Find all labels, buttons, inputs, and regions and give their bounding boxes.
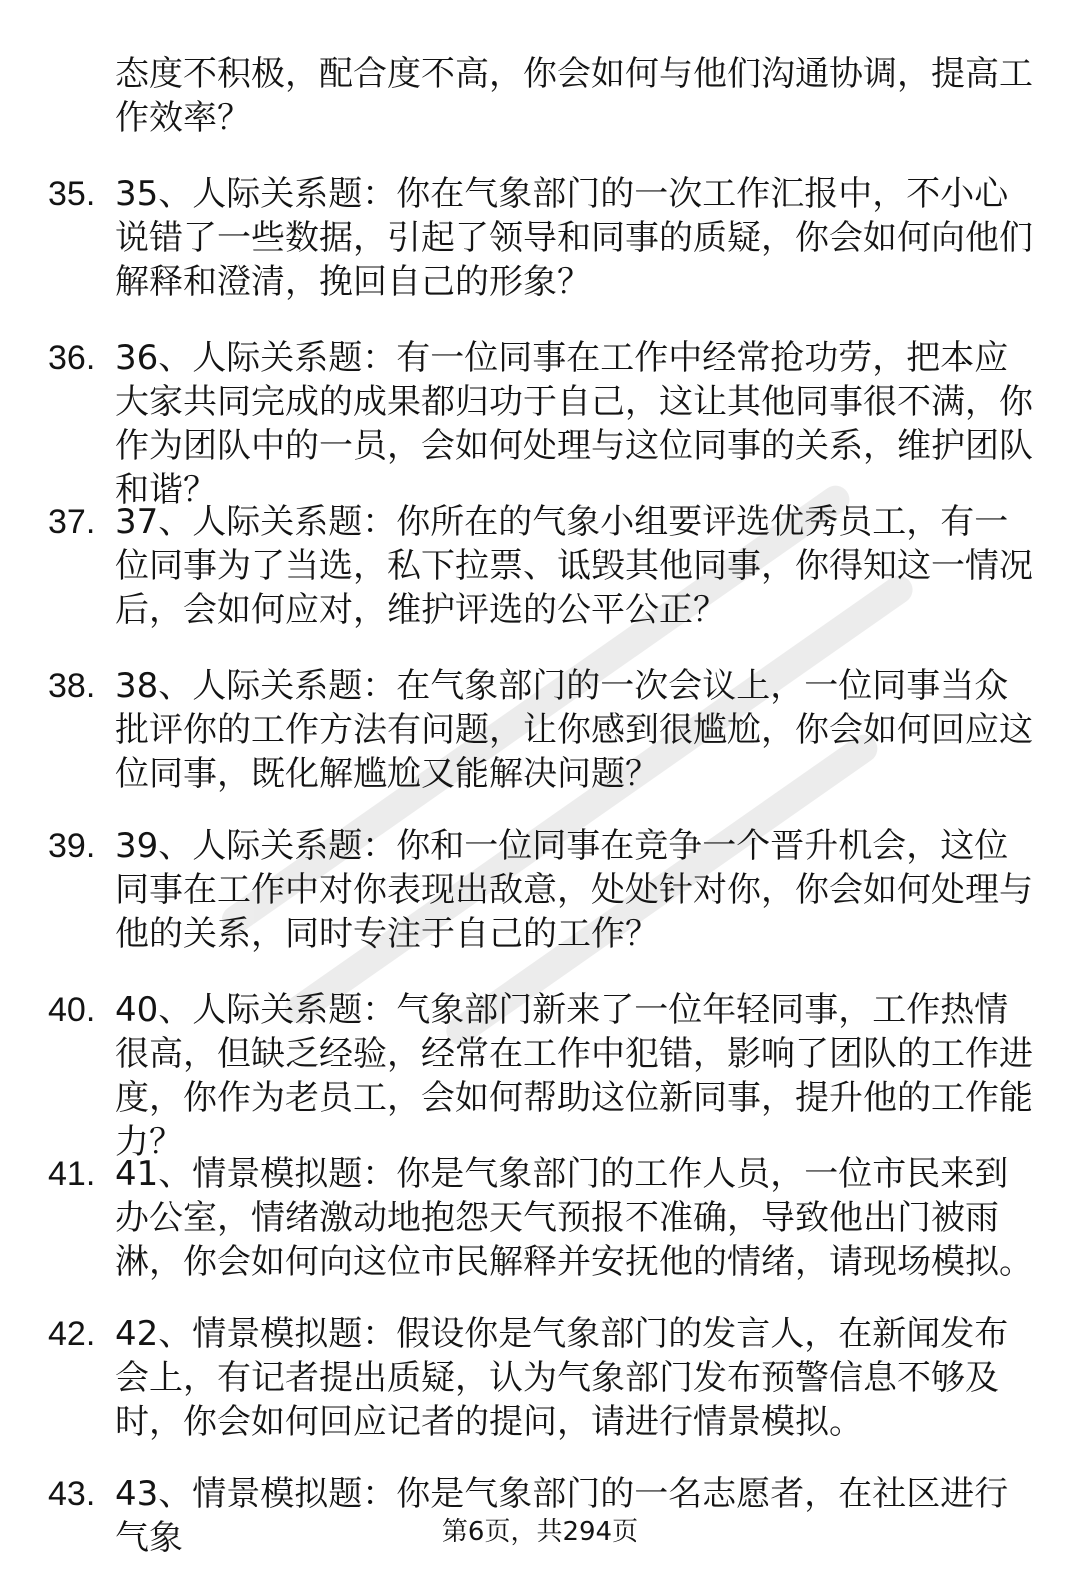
item-text: 37、人际关系题：你所在的气象小组要评选优秀员工，有一位同事为了当选，私下拉票、诋毁其他同事，你得知这一情况后，会如何应对，维护评选的公平公正？ bbox=[115, 502, 1033, 630]
item-text: 38、人际关系题：在气象部门的一次会议上，一位同事当众批评你的工作方法有问题，让你感到很尴尬，你会如何回应这位同事，既化解尴尬又能解决问题？ bbox=[115, 666, 1033, 794]
item-number: 40. bbox=[48, 991, 96, 1029]
item-text: 41、情景模拟题：你是气象部门的工作人员，一位市民来到办公室，情绪激动地抱怨天气预报不准确，导致他出门被雨淋，你会如何向这位市民解释并安抚他的情绪，请现场模拟。 bbox=[115, 1154, 1033, 1282]
item-number: 42. bbox=[48, 1315, 96, 1353]
intro-paragraph: 态度不积极，配合度不高，你会如何与他们沟通协调，提高工作效率？ bbox=[115, 54, 1033, 138]
item-number: 35. bbox=[48, 175, 96, 213]
item-number: 41. bbox=[48, 1155, 96, 1193]
item-number: 39. bbox=[48, 827, 96, 865]
item-text: 35、人际关系题：你在气象部门的一次工作汇报中，不小心说错了一些数据，引起了领导和同事的质疑，你会如何向他们解释和澄清，挽回自己的形象？ bbox=[115, 174, 1033, 302]
item-text: 36、人际关系题：有一位同事在工作中经常抢功劳，把本应大家共同完成的成果都归功于自己，这让其他同事很不满，你作为团队中的一员，会如何处理与这位同事的关系，维护团队和谐？ bbox=[115, 338, 1033, 510]
item-text: 43、情景模拟题：你是气象部门的一名志愿者，在社区进行气象 bbox=[115, 1474, 1009, 1558]
item-text: 42、情景模拟题：假设你是气象部门的发言人，在新闻发布会上，有记者提出质疑，认为气象部门发布预警信息不够及时，你会如何回应记者的提问，请进行情景模拟。 bbox=[115, 1314, 1009, 1442]
item-number: 37. bbox=[48, 503, 96, 541]
item-text: 39、人际关系题：你和一位同事在竞争一个晋升机会，这位同事在工作中对你表现出敌意，处处针对你，你会如何处理与他的关系，同时专注于自己的工作？ bbox=[115, 826, 1033, 954]
item-number: 36. bbox=[48, 339, 96, 377]
page-footer: 第6页，共294页 bbox=[441, 1517, 639, 1547]
item-number: 43. bbox=[48, 1475, 96, 1513]
item-number: 38. bbox=[48, 667, 96, 705]
item-text: 40、人际关系题：气象部门新来了一位年轻同事，工作热情很高，但缺乏经验，经常在工作中犯错，影响了团队的工作进度，你作为老员工，会如何帮助这位新同事，提升他的工作能力？ bbox=[115, 990, 1033, 1162]
